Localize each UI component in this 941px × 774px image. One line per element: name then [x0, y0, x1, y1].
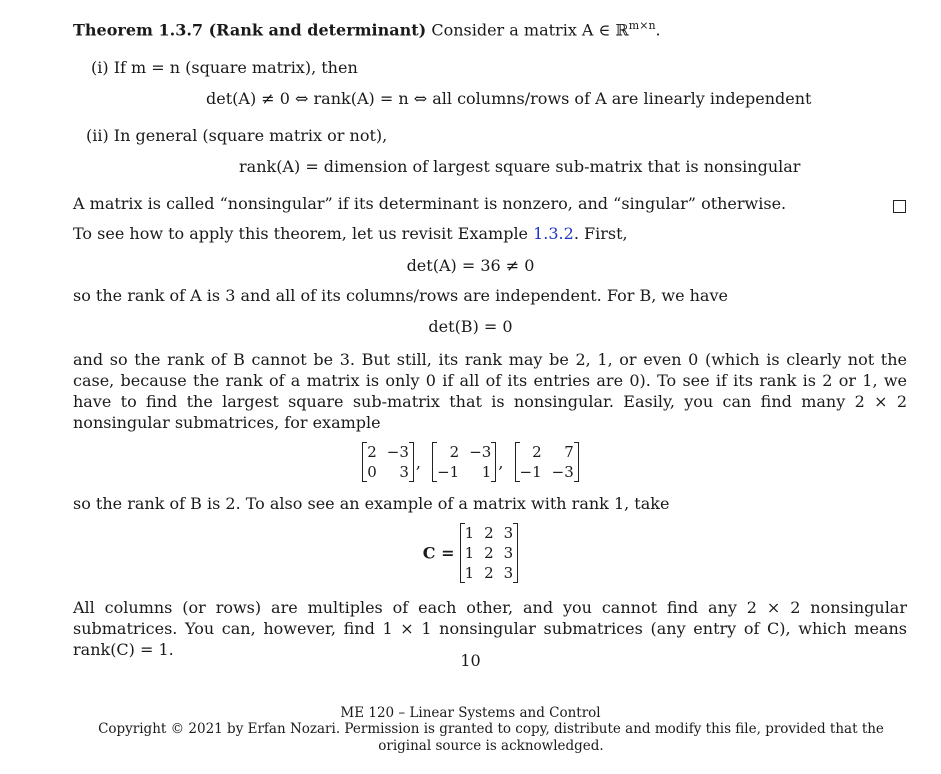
item-ii-label: (ii) In general (square matrix or not), — [86, 126, 388, 145]
rank-b-sentence: so the rank of B is 2. To also see an example of a matrix with rank 1, take — [73, 494, 670, 513]
rank-b-paragraph: and so the rank of B cannot be 3. But still, its rank may be 2, 1, or even 0 (which is clearly not the case, because the rank of a matrix is only 0 if all of its entries are 0). To see if its rank is 2 or 1, we have to find the largest square sub-matrix that is nonsingular. Easily, you can find many 2 × 2 nonsingular submatrices, for example — [73, 350, 907, 432]
det-b-equation: det(B) = 0 — [428, 317, 513, 336]
qed-box — [893, 198, 906, 217]
rank-c-paragraph: All columns (or rows) are multiples of each other, and you cannot find any 2 × 2 nonsingular submatrices. You can, however, find 1 × 1 nonsingular submatrices (any entry of C), which means rank(C) = 1. — [73, 598, 907, 659]
matrix-c-equation — [0, 523, 941, 583]
example-link[interactable]: 1.3.2 — [533, 224, 574, 243]
footer-copyright: Copyright © 2021 by Erfan Nozari. Permission is granted to copy, distribute and modify this file, provided that the original source is acknowledged. — [98, 721, 884, 754]
submatrix-3: 2 7 −1 −3 — [515, 442, 579, 482]
theorem-statement: Theorem 1.3.7 (Rank and determinant) Consider a matrix A ∈ ℝ$^{m\times n}$. — [73, 19, 661, 40]
matrix-c: 1 2 3 1 2 3 1 2 3 — [460, 523, 519, 583]
item-i-label: (i) If m = n (square matrix), then — [91, 58, 358, 77]
theorem-dimension: m×n — [628, 19, 656, 32]
theorem-intro: Consider a matrix A ∈ ℝ — [431, 20, 629, 40]
nonsingular-definition: A matrix is called “nonsingular” if its determinant is nonzero, and “singular” otherwise. — [73, 194, 787, 213]
item-ii-equation: rank(A) = dimension of largest square sub-matrix that is nonsingular — [239, 157, 801, 176]
item-i-equation: det(A) ≠ 0 ⇔ rank(A) = n ⇔ all columns/rows of A are linearly independent — [206, 89, 812, 108]
page-number: 10 — [460, 651, 481, 670]
matrix-c-lhs: C = — [422, 543, 455, 563]
submatrix-1: 2 −3 0 3 — [362, 442, 414, 482]
apply-sentence: To see how to apply this theorem, let us revisit Example 1.3.2. First, — [73, 224, 628, 243]
submatrix-2: 2 −3 −1 1 — [432, 442, 496, 482]
rank-a-sentence: so the rank of A is 3 and all of its columns/rows are independent. For B, we have — [73, 286, 728, 305]
submatrices-row: 2 −3 0 3 , 2 −3 −1 1 , 2 7 −1 −3 — [0, 442, 941, 482]
footer-course: ME 120 – Linear Systems and Control — [340, 705, 601, 721]
det-a-equation: det(A) = 36 ≠ 0 — [406, 256, 535, 275]
theorem-label: Theorem 1.3.7 (Rank and determinant) — [73, 20, 427, 40]
